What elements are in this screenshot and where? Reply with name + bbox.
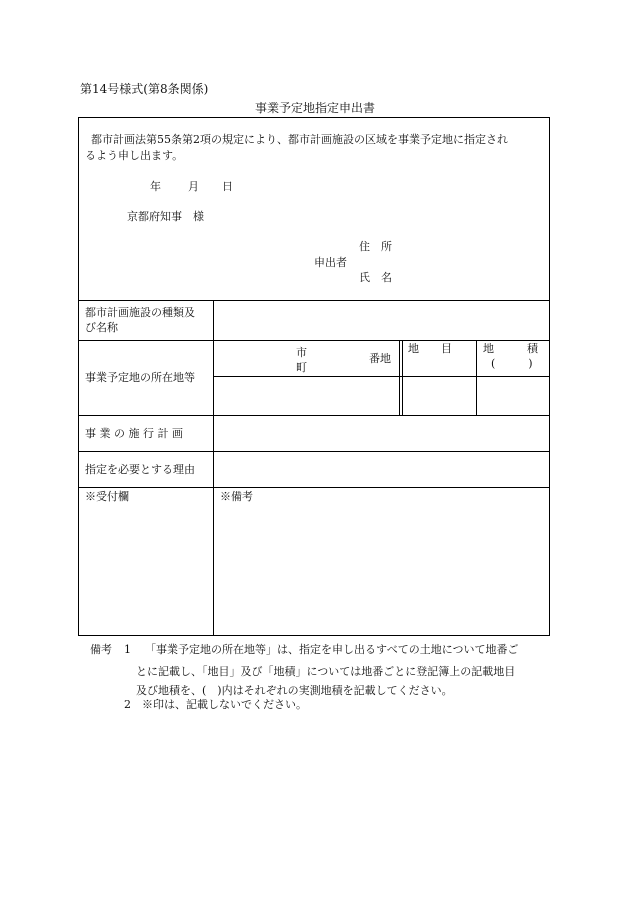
construction-plan-label: 事 業 の 施 行 計 画 [85, 427, 183, 440]
column-divider [213, 300, 214, 635]
measured-area-paren: ( ) [491, 357, 533, 370]
form-number: 第14号様式(第8条関係) [80, 82, 209, 96]
reception-box-label: ※受付欄 [85, 490, 129, 503]
notes-heading: 備考 [90, 643, 112, 656]
designation-reason-label: 指定を必要とする理由 [85, 463, 195, 476]
note-2-number: 2 [124, 698, 131, 711]
date-month-label: 月 [188, 180, 199, 193]
remarks-box-label: ※備考 [220, 490, 253, 503]
column-divider [476, 340, 477, 415]
facility-type-label-line-1: 都市計画施設の種類及 [85, 306, 195, 319]
note-1-line-3: 及び地積を、( )内はそれぞれの実測地積を記載してください。 [136, 684, 453, 697]
declaration-line-2: るよう申し出ます。 [85, 149, 184, 162]
row-divider [79, 300, 549, 301]
row-divider [79, 487, 549, 488]
note-2-text: ※印は、記載しないでください。 [142, 698, 307, 711]
declaration-line-1: 都市計画法第55条第2項の規定により、都市計画施設の区域を事業予定地に指定され [91, 133, 508, 146]
location-label: 事業予定地の所在地等 [85, 371, 195, 384]
column-divider [402, 340, 403, 415]
note-1-line-2: とに記載し、「地目」及び「地積」については地番ごとに登記簿上の記載地目 [136, 665, 516, 678]
row-divider [79, 340, 549, 341]
name-label: 氏 名 [359, 271, 392, 284]
applicant-label: 申出者 [314, 256, 347, 269]
row-divider [213, 376, 549, 377]
land-category-label: 地 目 [408, 342, 452, 355]
facility-type-label-line-2: び名称 [85, 321, 118, 334]
column-divider [399, 340, 400, 415]
note-1-line-1: 「事業予定地の所在地等」は、指定を申し出るすべての土地について地番ご [145, 643, 519, 656]
address-label: 住 所 [359, 240, 392, 253]
note-1-number: 1 [124, 643, 131, 656]
date-day-label: 日 [222, 180, 233, 193]
lot-number-label: 番地 [369, 352, 391, 365]
application-form-table [78, 117, 550, 636]
row-divider [79, 451, 549, 452]
town-label: 町 [296, 361, 307, 374]
row-divider [79, 415, 549, 416]
document-title: 事業予定地指定申出書 [254, 101, 375, 115]
date-year-label: 年 [150, 180, 161, 193]
addressee: 京都府知事 様 [127, 210, 204, 223]
land-area-label: 地 積 [483, 342, 538, 355]
city-label: 市 [296, 346, 307, 359]
